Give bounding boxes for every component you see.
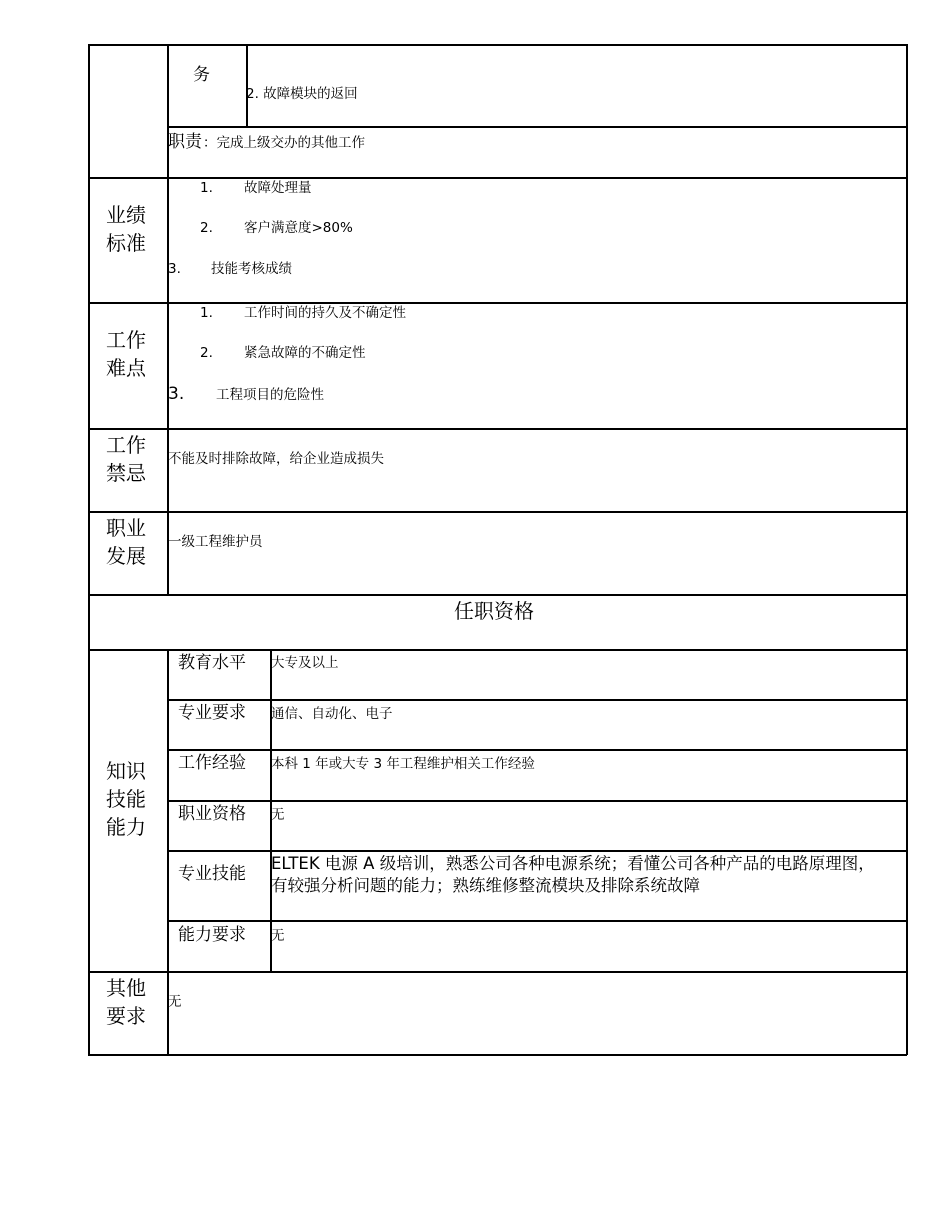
difficulty-item-text: 工作时间的持久及不确定性: [244, 305, 406, 321]
divider-knowledge-top: [88, 649, 907, 651]
performance-item-number: 1.: [200, 180, 213, 196]
knowledge-group-label: 知识: [106, 759, 146, 783]
divider-row-2: [167, 699, 907, 701]
professional-skill-label: 专业技能: [178, 864, 246, 884]
career-label: 职业: [106, 516, 146, 540]
divider-duty: [167, 126, 907, 128]
taboo-label: 禁忌: [106, 461, 146, 485]
education-label: 教育水平: [178, 653, 246, 673]
professional-skill-value: 有较强分析问题的能力；熟练维修整流模块及排除系统故障: [271, 876, 700, 895]
education-value: 大专及以上: [271, 655, 339, 671]
performance-item-text: 技能考核成绩: [211, 261, 292, 277]
knowledge-group-label: 技能: [106, 787, 146, 811]
difficulty-item-text: 工程项目的危险性: [216, 387, 324, 403]
performance-item-number: 2.: [200, 220, 213, 236]
divider-qualification-top: [88, 594, 907, 596]
qualification-title: 任职资格: [454, 599, 534, 623]
border-top: [88, 44, 907, 46]
taboo-label: 工作: [106, 433, 146, 457]
experience-value: 本科 1 年或大专 3 年工程维护相关工作经验: [271, 756, 535, 772]
divider-career-top: [88, 511, 907, 513]
experience-label: 工作经验: [178, 753, 246, 773]
performance-item-text: 故障处理量: [244, 180, 312, 196]
difficulty-item-number: 2.: [200, 345, 213, 361]
difficulty-item-number: 3.: [168, 384, 185, 404]
professional-skill-value: ELTEK 电源 A 级培训，熟悉公司各种电源系统；看懂公司各种产品的电路原理图，: [271, 854, 875, 873]
other-requirements-label: 其他: [106, 976, 146, 1000]
career-label: 发展: [106, 544, 146, 568]
divider-taboo-top: [88, 428, 907, 430]
difficulty-item-text: 紧急故障的不确定性: [244, 345, 366, 361]
taboo-text: 不能及时排除故障，给企业造成损失: [168, 451, 384, 467]
divider-other-top: [88, 971, 907, 973]
border-bottom: [88, 1054, 907, 1056]
divider-row-3: [167, 749, 907, 751]
major-value: 通信、自动化、电子: [271, 706, 393, 722]
other-requirements-label: 要求: [106, 1004, 146, 1028]
divider-row-4: [167, 800, 907, 802]
knowledge-group-label: 能力: [106, 815, 146, 839]
certification-value: 无: [271, 807, 285, 823]
border-right: [906, 44, 908, 1055]
label-column-divider-upper: [167, 44, 169, 595]
career-text: 一级工程维护员: [168, 534, 263, 550]
duty-tail-label: 务: [193, 65, 210, 85]
other-duty-text: ：完成上级交办的其他工作: [203, 135, 365, 151]
difficulty-label: 难点: [106, 356, 146, 380]
border-left: [88, 44, 90, 1055]
other-duty-label: 职责: [168, 132, 202, 152]
performance-label: 业绩: [106, 203, 146, 227]
ability-value: 无: [271, 928, 285, 944]
performance-item-number: 3.: [168, 261, 181, 277]
ability-label: 能力要求: [178, 925, 246, 945]
divider-row-5: [167, 850, 907, 852]
performance-item-text: 客户满意度>80%: [244, 220, 353, 236]
major-label: 专业要求: [178, 703, 246, 723]
performance-label: 标准: [106, 231, 146, 255]
other-requirements-text: 无: [168, 994, 182, 1010]
divider-row-6: [167, 920, 907, 922]
difficulty-item-number: 1.: [200, 305, 213, 321]
certification-label: 职业资格: [178, 804, 246, 824]
difficulty-label: 工作: [106, 328, 146, 352]
duty-item-2: 2. 故障模块的返回: [246, 86, 358, 102]
